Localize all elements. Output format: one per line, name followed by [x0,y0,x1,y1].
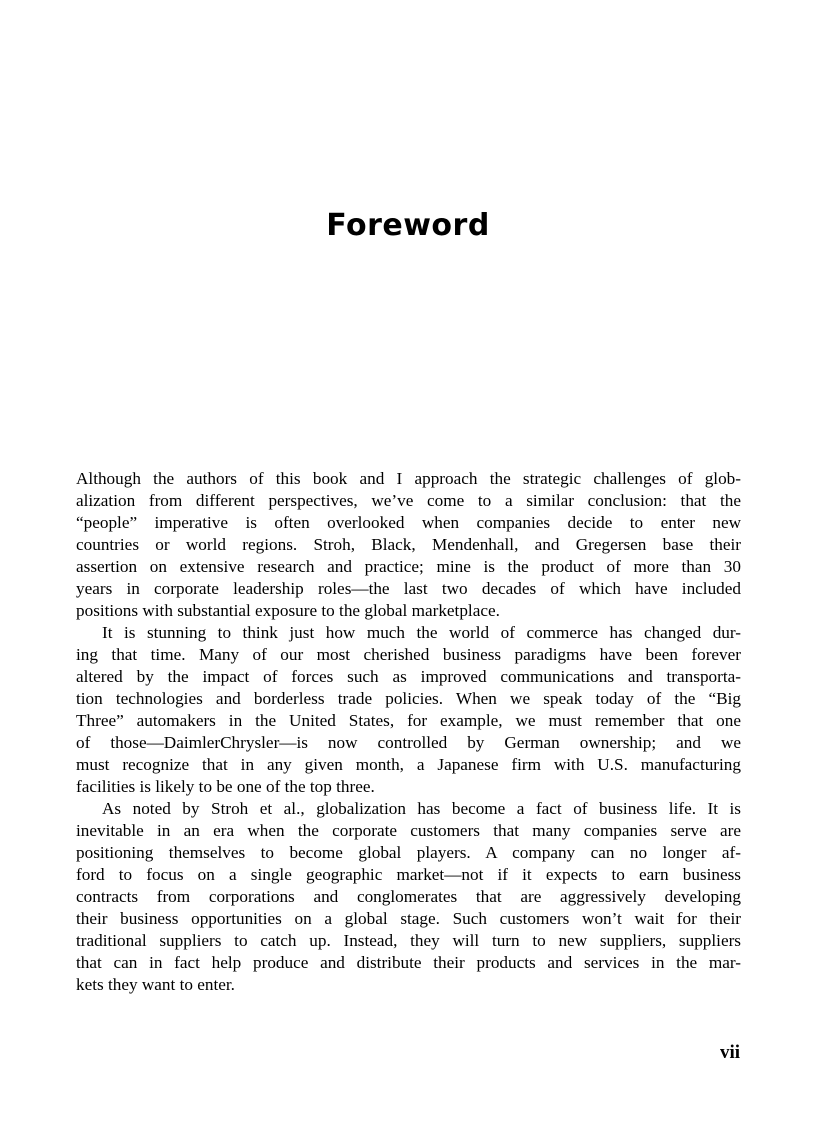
text-line: positioning themselves to become global players. A company can no longer af- [76,843,741,862]
text-line: contracts from corporations and conglomerates that are aggressively developing [76,887,741,906]
page-title: Foreword [326,208,490,243]
text-line: ford to focus on a single geographic market—not if it expects to earn business [76,865,741,884]
text-line: It is stunning to think just how much the world of commerce has changed dur- [102,623,741,642]
text-line: Three” automakers in the United States, for example, we must remember that one [76,711,741,730]
text-line: alization from different perspectives, we’ve come to a similar conclusion: that the [76,491,741,510]
page-number: vii [719,1042,740,1063]
body-text [76,468,741,996]
text-line: traditional suppliers to catch up. Instead, they will turn to new suppliers, suppliers [76,931,741,950]
text-line: As noted by Stroh et al., globalization has become a fact of business life. It is [102,799,741,818]
text-line: Although the authors of this book and I approach the strategic challenges of glob- [76,469,741,488]
text-line: assertion on extensive research and practice; mine is the product of more than 30 [76,557,741,576]
paragraph [76,622,741,798]
text-line: ing that time. Many of our most cherished business paradigms have been forever [76,645,741,664]
text-line: tion technologies and borderless trade policies. When we speak today of the “Big [76,689,741,708]
text-line: inevitable in an era when the corporate customers that many companies serve are [76,821,741,840]
paragraph [76,798,741,996]
text-line: that can in fact help produce and distribute their products and services in the mar- [76,953,741,972]
text-line: kets they want to enter. [76,975,235,994]
text-line: must recognize that in any given month, a Japanese firm with U.S. manufacturing [76,755,741,774]
text-line: “people” imperative is often overlooked when companies decide to enter new [76,513,741,532]
text-line: facilities is likely to be one of the top three. [76,777,375,796]
text-line: years in corporate leadership roles—the last two decades of which have included [76,579,741,598]
paragraph [76,468,741,622]
text-line: altered by the impact of forces such as improved communications and transporta- [76,667,741,686]
text-line: their business opportunities on a global stage. Such customers won’t wait for their [76,909,741,928]
text-line: positions with substantial exposure to the global marketplace. [76,601,500,620]
text-line: of those—DaimlerChrysler—is now controlled by German ownership; and we [76,733,741,752]
text-line: countries or world regions. Stroh, Black, Mendenhall, and Gregersen base their [76,535,741,554]
